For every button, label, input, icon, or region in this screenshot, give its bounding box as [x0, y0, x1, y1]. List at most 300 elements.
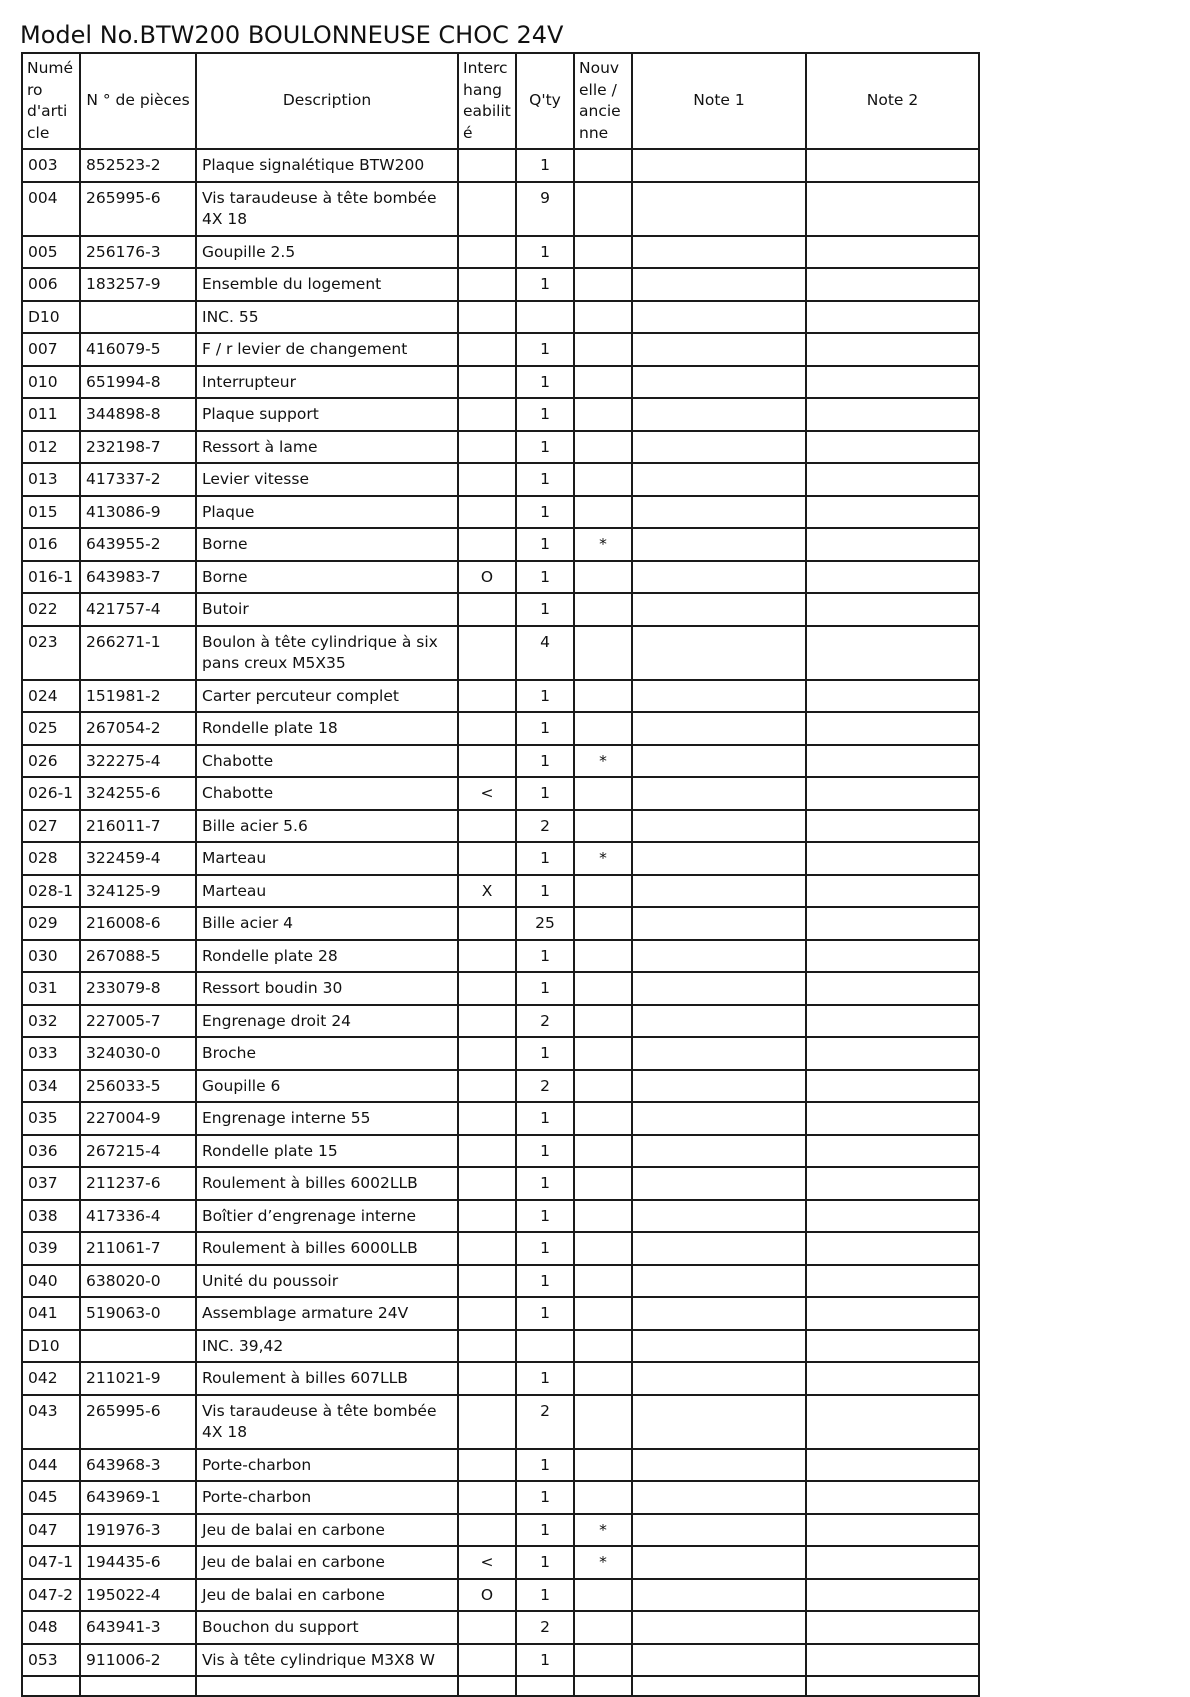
cell-description: Porte-charbon — [196, 1481, 458, 1514]
cell-item-number: 040 — [22, 1265, 80, 1298]
cell-quantity: 1 — [516, 972, 574, 1005]
cell-interchangeability — [458, 1232, 516, 1265]
cell-part-number: 643968-3 — [80, 1449, 196, 1482]
cell-note-2 — [806, 268, 979, 301]
cell-note-1 — [632, 528, 806, 561]
cell-item-number: 027 — [22, 810, 80, 843]
cell-note-2 — [806, 301, 979, 334]
cell-interchangeability — [458, 745, 516, 778]
cell-description: Roulement à billes 6000LLB — [196, 1232, 458, 1265]
cell-description: Levier vitesse — [196, 463, 458, 496]
cell-note-1 — [632, 1546, 806, 1579]
cell-part-number — [80, 301, 196, 334]
cell-new-old — [574, 940, 632, 973]
cell-note-1 — [632, 1167, 806, 1200]
table-header-row — [22, 53, 979, 149]
table-row — [22, 875, 979, 908]
cell-part-number: 643969-1 — [80, 1481, 196, 1514]
cell-new-old: * — [574, 745, 632, 778]
cell-note-2 — [806, 680, 979, 713]
cell-description: Goupille 2.5 — [196, 236, 458, 269]
cell-note-1 — [632, 940, 806, 973]
table-row — [22, 1265, 979, 1298]
table-row — [22, 1297, 979, 1330]
table-row — [22, 1070, 979, 1103]
cell-quantity: 2 — [516, 1395, 574, 1449]
cell-note-1 — [632, 712, 806, 745]
cell-description: Rondelle plate 15 — [196, 1135, 458, 1168]
cell-interchangeability — [458, 1037, 516, 1070]
cell-note-1 — [632, 1611, 806, 1644]
cell-item-number: 025 — [22, 712, 80, 745]
cell-quantity: 1 — [516, 333, 574, 366]
cell-note-2 — [806, 593, 979, 626]
cell-quantity: 1 — [516, 875, 574, 908]
cell-item-number: 028-1 — [22, 875, 80, 908]
cell-note-1 — [632, 842, 806, 875]
cell-item-number: 044 — [22, 1449, 80, 1482]
cell-part-number: 324125-9 — [80, 875, 196, 908]
cell-part-number: 256176-3 — [80, 236, 196, 269]
cell-description: Vis taraudeuse à tête bombée 4X 18 — [196, 1395, 458, 1449]
cell-note-1 — [632, 561, 806, 594]
cell-quantity: 1 — [516, 1265, 574, 1298]
table-row — [22, 1611, 979, 1644]
cell-new-old — [574, 1135, 632, 1168]
cell-note-2 — [806, 1135, 979, 1168]
cell-part-number: 256033-5 — [80, 1070, 196, 1103]
cell-interchangeability — [458, 366, 516, 399]
cell-interchangeability — [458, 972, 516, 1005]
cell-item-number: D10 — [22, 1330, 80, 1363]
cell-quantity — [516, 1330, 574, 1363]
cell-note-2 — [806, 972, 979, 1005]
cell-part-number: 265995-6 — [80, 1395, 196, 1449]
cell-note-2 — [806, 940, 979, 973]
cell-new-old — [574, 236, 632, 269]
table-row — [22, 431, 979, 464]
cell-description: Plaque signalétique BTW200 — [196, 149, 458, 182]
cell-note-2 — [806, 842, 979, 875]
cell-item-number: 010 — [22, 366, 80, 399]
cell-part-number: 267088-5 — [80, 940, 196, 973]
cell-item-number: 036 — [22, 1135, 80, 1168]
cell-interchangeability — [458, 236, 516, 269]
cell-part-number: 232198-7 — [80, 431, 196, 464]
cell-new-old — [574, 1297, 632, 1330]
cell-part-number: 638020-0 — [80, 1265, 196, 1298]
cell-item-number: 031 — [22, 972, 80, 1005]
cell-note-1 — [632, 680, 806, 713]
table-row — [22, 1362, 979, 1395]
empty-cell — [458, 1676, 516, 1696]
cell-quantity: 1 — [516, 1297, 574, 1330]
table-row — [22, 1546, 979, 1579]
cell-note-1 — [632, 1200, 806, 1233]
cell-new-old — [574, 1362, 632, 1395]
cell-description: Vis taraudeuse à tête bombée 4X 18 — [196, 182, 458, 236]
cell-item-number: 022 — [22, 593, 80, 626]
cell-new-old — [574, 972, 632, 1005]
cell-quantity: 1 — [516, 268, 574, 301]
cell-quantity: 1 — [516, 1167, 574, 1200]
cell-description: F / r levier de changement — [196, 333, 458, 366]
cell-description: Broche — [196, 1037, 458, 1070]
cell-item-number: 030 — [22, 940, 80, 973]
cell-note-2 — [806, 745, 979, 778]
cell-note-1 — [632, 972, 806, 1005]
cell-interchangeability — [458, 268, 516, 301]
cell-new-old — [574, 268, 632, 301]
cell-note-2 — [806, 1297, 979, 1330]
cell-item-number: 023 — [22, 626, 80, 680]
cell-note-1 — [632, 1037, 806, 1070]
cell-note-1 — [632, 1232, 806, 1265]
cell-note-1 — [632, 463, 806, 496]
table-row — [22, 366, 979, 399]
header-part-number: N ° de pièces — [80, 53, 196, 149]
cell-note-2 — [806, 626, 979, 680]
cell-description: Rondelle plate 18 — [196, 712, 458, 745]
cell-part-number: 267054-2 — [80, 712, 196, 745]
table-row — [22, 1167, 979, 1200]
cell-quantity: 1 — [516, 1362, 574, 1395]
table-row — [22, 626, 979, 680]
cell-part-number: 344898-8 — [80, 398, 196, 431]
cell-description: Marteau — [196, 875, 458, 908]
cell-interchangeability — [458, 1265, 516, 1298]
cell-new-old — [574, 1037, 632, 1070]
cell-item-number: 048 — [22, 1611, 80, 1644]
table-row — [22, 810, 979, 843]
cell-quantity: 9 — [516, 182, 574, 236]
cell-note-2 — [806, 561, 979, 594]
cell-part-number: 211021-9 — [80, 1362, 196, 1395]
empty-cell — [806, 1676, 979, 1696]
table-row — [22, 528, 979, 561]
cell-part-number: 265995-6 — [80, 182, 196, 236]
cell-quantity: 1 — [516, 431, 574, 464]
cell-part-number: 227004-9 — [80, 1102, 196, 1135]
empty-cell — [574, 1676, 632, 1696]
cell-interchangeability — [458, 940, 516, 973]
cell-note-1 — [632, 268, 806, 301]
cell-description: Rondelle plate 28 — [196, 940, 458, 973]
cell-quantity: 1 — [516, 561, 574, 594]
parts-table-body — [22, 149, 979, 1696]
cell-note-1 — [632, 907, 806, 940]
cell-interchangeability — [458, 1070, 516, 1103]
cell-quantity: 1 — [516, 1449, 574, 1482]
table-row — [22, 1481, 979, 1514]
cell-part-number: 643983-7 — [80, 561, 196, 594]
cell-note-2 — [806, 528, 979, 561]
cell-interchangeability — [458, 149, 516, 182]
cell-quantity: 1 — [516, 1644, 574, 1677]
cell-note-1 — [632, 1005, 806, 1038]
cell-item-number: D10 — [22, 301, 80, 334]
cell-item-number: 037 — [22, 1167, 80, 1200]
table-row — [22, 1037, 979, 1070]
table-row — [22, 842, 979, 875]
cell-interchangeability — [458, 182, 516, 236]
table-row — [22, 593, 979, 626]
cell-new-old — [574, 496, 632, 529]
table-row — [22, 712, 979, 745]
cell-description: INC. 55 — [196, 301, 458, 334]
cell-note-1 — [632, 398, 806, 431]
cell-interchangeability — [458, 463, 516, 496]
cell-note-1 — [632, 1362, 806, 1395]
cell-item-number: 042 — [22, 1362, 80, 1395]
cell-part-number: 216011-7 — [80, 810, 196, 843]
empty-cell — [632, 1676, 806, 1696]
header-interchangeability: Interchangeabilité — [458, 53, 516, 149]
cell-item-number: 026 — [22, 745, 80, 778]
cell-quantity: 4 — [516, 626, 574, 680]
cell-interchangeability: X — [458, 875, 516, 908]
cell-note-1 — [632, 875, 806, 908]
cell-description: Unité du poussoir — [196, 1265, 458, 1298]
cell-new-old — [574, 1232, 632, 1265]
cell-part-number: 417337-2 — [80, 463, 196, 496]
cell-quantity: 1 — [516, 1135, 574, 1168]
cell-interchangeability — [458, 626, 516, 680]
cell-interchangeability — [458, 1297, 516, 1330]
cell-part-number: 643955-2 — [80, 528, 196, 561]
cell-new-old — [574, 1449, 632, 1482]
table-row-continuation — [22, 1676, 979, 1696]
cell-note-1 — [632, 1449, 806, 1482]
cell-interchangeability: < — [458, 1546, 516, 1579]
cell-note-1 — [632, 777, 806, 810]
cell-part-number: 322459-4 — [80, 842, 196, 875]
cell-note-1 — [632, 1070, 806, 1103]
cell-note-1 — [632, 1102, 806, 1135]
cell-new-old — [574, 626, 632, 680]
table-row — [22, 301, 979, 334]
table-row — [22, 463, 979, 496]
cell-part-number: 266271-1 — [80, 626, 196, 680]
cell-quantity: 1 — [516, 528, 574, 561]
cell-note-1 — [632, 626, 806, 680]
cell-note-1 — [632, 745, 806, 778]
cell-new-old: * — [574, 1546, 632, 1579]
cell-new-old: * — [574, 1514, 632, 1547]
cell-new-old — [574, 777, 632, 810]
cell-note-1 — [632, 496, 806, 529]
table-row — [22, 1514, 979, 1547]
table-row — [22, 1449, 979, 1482]
cell-note-2 — [806, 1070, 979, 1103]
cell-item-number: 028 — [22, 842, 80, 875]
table-row — [22, 745, 979, 778]
cell-note-1 — [632, 236, 806, 269]
cell-interchangeability — [458, 398, 516, 431]
cell-note-1 — [632, 431, 806, 464]
cell-part-number: 194435-6 — [80, 1546, 196, 1579]
cell-note-2 — [806, 1514, 979, 1547]
cell-note-2 — [806, 463, 979, 496]
table-row — [22, 1200, 979, 1233]
header-new-old: Nouvelle / ancienne — [574, 53, 632, 149]
cell-note-2 — [806, 398, 979, 431]
cell-new-old — [574, 1644, 632, 1677]
table-row — [22, 561, 979, 594]
cell-quantity: 1 — [516, 236, 574, 269]
cell-item-number: 041 — [22, 1297, 80, 1330]
cell-note-1 — [632, 1579, 806, 1612]
cell-note-2 — [806, 1167, 979, 1200]
table-row — [22, 149, 979, 182]
cell-part-number: 233079-8 — [80, 972, 196, 1005]
table-row — [22, 1395, 979, 1449]
header-note-2: Note 2 — [806, 53, 979, 149]
cell-interchangeability — [458, 593, 516, 626]
cell-description: Bille acier 5.6 — [196, 810, 458, 843]
cell-interchangeability — [458, 1611, 516, 1644]
cell-new-old — [574, 593, 632, 626]
cell-description: Vis à tête cylindrique M3X8 W — [196, 1644, 458, 1677]
cell-interchangeability — [458, 680, 516, 713]
cell-part-number: 911006-2 — [80, 1644, 196, 1677]
cell-description: Jeu de balai en carbone — [196, 1579, 458, 1612]
page-title: Model No.BTW200 BOULONNEUSE CHOC 24V — [20, 21, 564, 49]
cell-quantity: 1 — [516, 398, 574, 431]
cell-description: Roulement à billes 607LLB — [196, 1362, 458, 1395]
parts-table — [21, 52, 980, 1697]
table-row — [22, 777, 979, 810]
cell-part-number: 421757-4 — [80, 593, 196, 626]
cell-item-number: 004 — [22, 182, 80, 236]
cell-item-number: 026-1 — [22, 777, 80, 810]
cell-note-1 — [632, 1297, 806, 1330]
cell-part-number: 191976-3 — [80, 1514, 196, 1547]
cell-description: Marteau — [196, 842, 458, 875]
cell-part-number: 183257-9 — [80, 268, 196, 301]
cell-quantity: 2 — [516, 1070, 574, 1103]
cell-description: INC. 39,42 — [196, 1330, 458, 1363]
cell-item-number: 034 — [22, 1070, 80, 1103]
cell-quantity: 1 — [516, 1546, 574, 1579]
cell-quantity: 1 — [516, 1579, 574, 1612]
empty-cell — [80, 1676, 196, 1696]
cell-quantity — [516, 301, 574, 334]
cell-interchangeability — [458, 528, 516, 561]
table-row — [22, 1102, 979, 1135]
cell-note-2 — [806, 1265, 979, 1298]
cell-note-2 — [806, 712, 979, 745]
table-row — [22, 1232, 979, 1265]
table-row — [22, 398, 979, 431]
header-quantity: Q'ty — [516, 53, 574, 149]
cell-note-1 — [632, 593, 806, 626]
table-row — [22, 1644, 979, 1677]
cell-quantity: 2 — [516, 1611, 574, 1644]
cell-new-old — [574, 1200, 632, 1233]
cell-new-old — [574, 1265, 632, 1298]
cell-new-old — [574, 463, 632, 496]
cell-new-old — [574, 712, 632, 745]
table-row — [22, 1330, 979, 1363]
cell-note-2 — [806, 1005, 979, 1038]
cell-description: Boulon à tête cylindrique à six pans creux M5X35 — [196, 626, 458, 680]
cell-note-1 — [632, 1330, 806, 1363]
cell-new-old: * — [574, 528, 632, 561]
cell-item-number: 013 — [22, 463, 80, 496]
header-description: Description — [196, 53, 458, 149]
cell-description: Engrenage droit 24 — [196, 1005, 458, 1038]
cell-new-old — [574, 149, 632, 182]
cell-interchangeability — [458, 1362, 516, 1395]
cell-quantity: 1 — [516, 463, 574, 496]
cell-interchangeability — [458, 431, 516, 464]
cell-description: Jeu de balai en carbone — [196, 1546, 458, 1579]
table-row — [22, 496, 979, 529]
table-row — [22, 236, 979, 269]
cell-new-old — [574, 1005, 632, 1038]
cell-new-old — [574, 907, 632, 940]
cell-note-2 — [806, 875, 979, 908]
cell-note-1 — [632, 149, 806, 182]
cell-interchangeability — [458, 1005, 516, 1038]
cell-quantity: 1 — [516, 777, 574, 810]
cell-interchangeability — [458, 1102, 516, 1135]
cell-note-2 — [806, 1232, 979, 1265]
cell-description: Borne — [196, 561, 458, 594]
cell-note-2 — [806, 366, 979, 399]
cell-part-number: 417336-4 — [80, 1200, 196, 1233]
cell-new-old — [574, 561, 632, 594]
cell-quantity: 1 — [516, 1200, 574, 1233]
cell-interchangeability — [458, 1514, 516, 1547]
cell-interchangeability — [458, 496, 516, 529]
cell-note-1 — [632, 1514, 806, 1547]
cell-description: Goupille 6 — [196, 1070, 458, 1103]
cell-interchangeability: < — [458, 777, 516, 810]
cell-description: Boîtier d’engrenage interne — [196, 1200, 458, 1233]
cell-part-number: 643941-3 — [80, 1611, 196, 1644]
cell-quantity: 2 — [516, 1005, 574, 1038]
cell-item-number: 024 — [22, 680, 80, 713]
cell-quantity: 1 — [516, 1232, 574, 1265]
cell-item-number: 033 — [22, 1037, 80, 1070]
cell-new-old — [574, 680, 632, 713]
cell-note-2 — [806, 1546, 979, 1579]
cell-description: Engrenage interne 55 — [196, 1102, 458, 1135]
cell-item-number: 043 — [22, 1395, 80, 1449]
cell-quantity: 1 — [516, 1514, 574, 1547]
cell-note-2 — [806, 333, 979, 366]
empty-cell — [22, 1676, 80, 1696]
cell-interchangeability: O — [458, 561, 516, 594]
cell-description: Chabotte — [196, 745, 458, 778]
cell-part-number: 216008-6 — [80, 907, 196, 940]
cell-note-1 — [632, 333, 806, 366]
cell-new-old — [574, 1330, 632, 1363]
cell-description: Chabotte — [196, 777, 458, 810]
cell-description: Borne — [196, 528, 458, 561]
cell-item-number: 012 — [22, 431, 80, 464]
cell-description: Plaque — [196, 496, 458, 529]
cell-description: Assemblage armature 24V — [196, 1297, 458, 1330]
cell-item-number: 016-1 — [22, 561, 80, 594]
cell-part-number: 324255-6 — [80, 777, 196, 810]
table-row — [22, 268, 979, 301]
header-note-1: Note 1 — [632, 53, 806, 149]
cell-interchangeability — [458, 333, 516, 366]
cell-note-2 — [806, 1449, 979, 1482]
